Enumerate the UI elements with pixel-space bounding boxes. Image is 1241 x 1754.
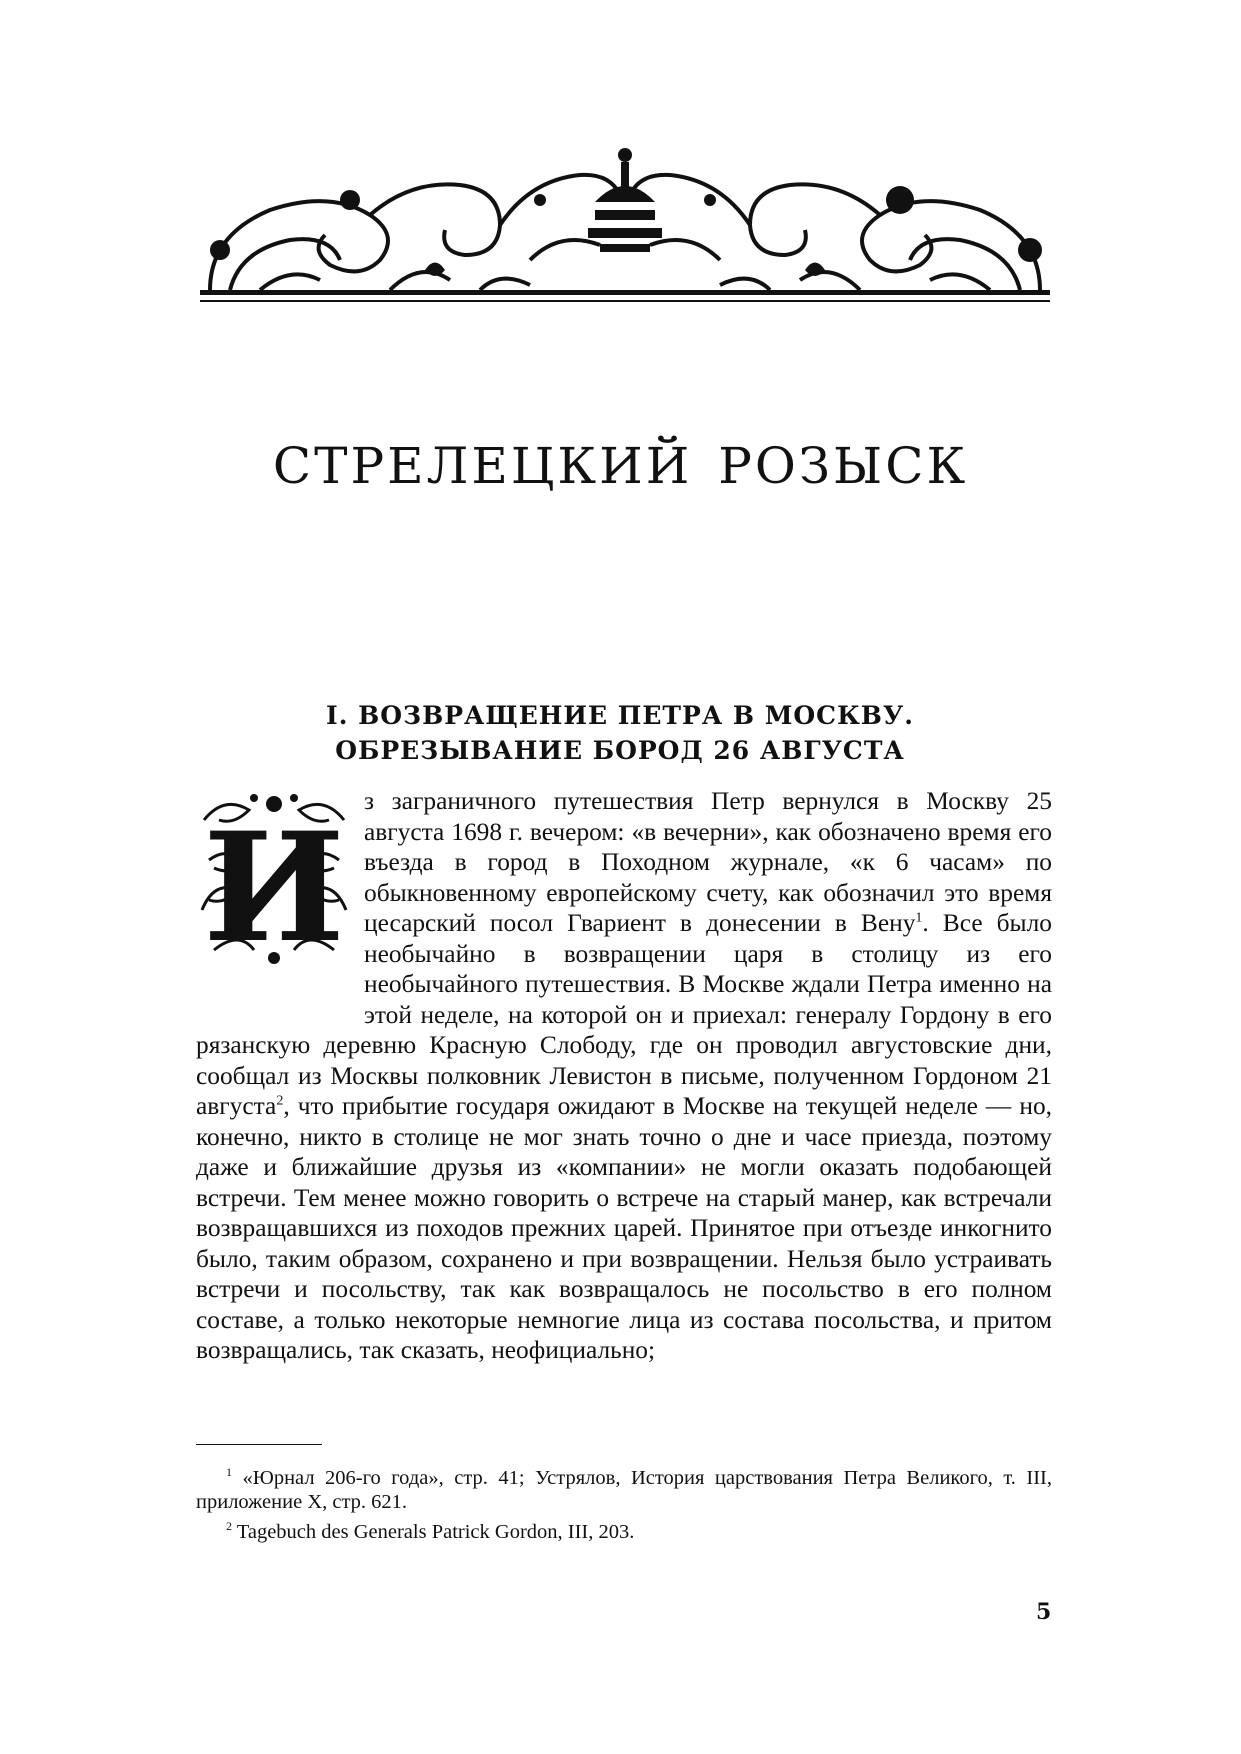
footnote-divider	[196, 1444, 322, 1445]
chapter-title: стрелецкий розыск	[272, 416, 969, 501]
footnote-mark: 1	[226, 1465, 232, 1479]
page-number: 5	[1036, 1599, 1052, 1625]
headpiece-ornament	[200, 140, 1050, 305]
body-text-part-2: . Все было необычайно в возвращении царя в столицу из его необычайного путешествия. В Москве ждали Петра именно на этой неделе, на которой он и приехал: генералу Гордону в его рязанскую деревню Красную Слободу, где он проводил августовские дни, сообщал из Москвы полковник Левистон в письме, полученном Гордоном 21 августа	[196, 909, 1052, 1120]
body-paragraph	[196, 786, 1052, 1366]
section-heading-line-1: I. ВОЗВРАЩЕНИЕ ПЕТРА В МОСКВУ.	[326, 701, 914, 730]
footnotes	[196, 1460, 1052, 1544]
body-text-part-3: , что прибытие государя ожидают в Москве на текущей неделе — но, конечно, никто в столице не мог знать точно о дне и часе приезда, поэтому даже и ближайшие друзья из «компании» не могли оказать подобающей встречи. Тем менее можно говорить о встрече на старый манер, как встречали возвращавшихся из походов прежних царей. Принятое при отъезде инкогнито было, таким образом, сохранено и при возвращении. Нельзя было устраивать встречи и посольству, так как возвращалось не посольство в его полном составе, а только некоторые немногие лица из состава посольства, и притом возвращались, так сказать, неофициально;	[196, 1092, 1052, 1364]
footnote-reference-2[interactable]: 2	[276, 1093, 284, 1109]
footnote-text: «Юрнал 206-го года», стр. 41; Устрялов, История царствования Петра Великого, т. III, приложение X, стр. 621.	[196, 1466, 1052, 1513]
drop-cap-space	[196, 786, 364, 1000]
footnote-1	[196, 1460, 1052, 1514]
body-text-part-1: з заграничного путешествия Петр вернулся в Москву 25 августа 1698 г. вечером: «в вечерни», как обозначено время его въезда в город в Походном журнале, «к 6 часам» по обыкновенному европейскому счету, как обозначил это время цесарский посол Гвариент в донесении в Вену	[364, 787, 1052, 937]
section-heading	[200, 698, 1040, 768]
drop-cap-letter: И	[203, 800, 345, 970]
footnote-mark: 2	[226, 1518, 232, 1533]
footnote-2	[196, 1514, 1052, 1544]
footnote-text: Tagebuch des Generals Patrick Gordon, III, 203.	[236, 1520, 635, 1543]
section-heading-line-2: ОБРЕЗЫВАНИЕ БОРОД 26 АВГУСТА	[335, 736, 905, 765]
footnote-reference-1[interactable]: 1	[915, 910, 923, 926]
